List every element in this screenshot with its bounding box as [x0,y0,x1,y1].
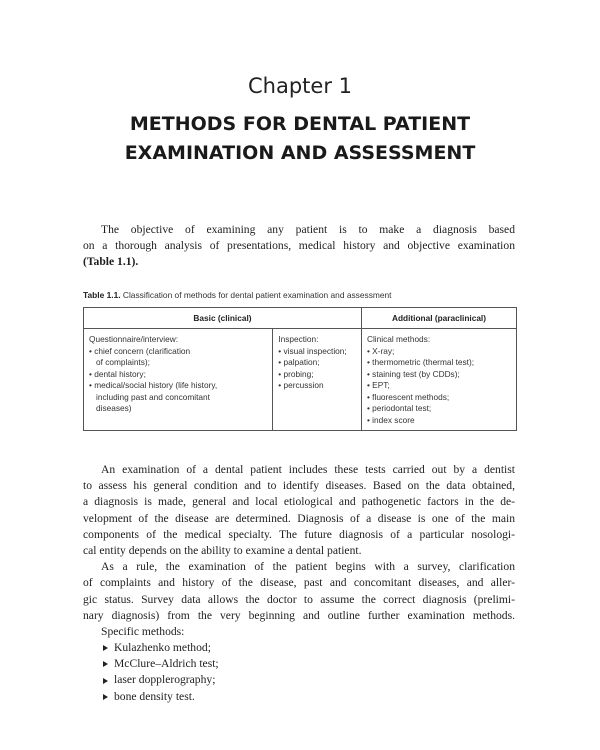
chapter-heading: Chapter 1 [248,74,352,98]
list-item-text: McClure–Aldrich test; [114,657,219,671]
table-caption [83,290,523,300]
header-basic: Basic (clinical) [84,308,362,329]
body-line: of complaints and history of the disease, past and concomitant diseases, and aller- [83,576,515,590]
cell-line: diseases) [96,403,132,413]
cell-line: • chief concern (clarification [89,346,268,358]
list-item [101,672,219,688]
table-caption-label: Table 1.1. [83,290,121,300]
body-line: As a rule, the examination of the patient begins with a survey, clarification [101,560,515,574]
cell-line: • EPT; [367,380,512,392]
specific-methods-list [101,640,219,705]
triangle-bullet-icon [103,661,108,667]
cell-line: Inspection: [278,334,319,344]
body-line: gic status. Survey data allows the doctor to assume the correct diagnosis (prelimi- [83,592,515,606]
body-line: Specific methods: [101,625,185,639]
table-header-row [84,308,517,329]
cell-line: • index score [367,415,512,427]
cell-line: Questionnaire/interview: [89,334,179,344]
list-item-text: laser dopplerography; [114,673,216,687]
body-line: nary diagnosis) from the very beginning and outline further examination methods. [83,608,515,622]
body-line: components of the medical specialty. The future diagnosis of a particular nosologi- [83,527,515,541]
cell-line: • percussion [278,380,357,392]
intro-paragraph [83,222,515,271]
cell-line: • fluorescent methods; [367,392,512,404]
cell-line: • thermometric (thermal test); [367,357,512,369]
body-line: cal entity depends on the ability to examine a dental patient. [83,544,362,558]
title-line-1: METHODS FOR DENTAL PATIENT [129,113,471,135]
header-additional: Additional (paraclinical) [361,308,516,329]
cell-questionnaire [84,329,273,431]
cell-line: • periodontal test; [367,403,512,415]
cell-clinical-methods [361,329,516,431]
triangle-bullet-icon [103,645,108,651]
triangle-bullet-icon [103,678,108,684]
intro-line: on a thorough analysis of presentations, medical history and objective examination [83,239,515,253]
cell-inspection [273,329,362,431]
intro-line-table-ref: (Table 1.1). [83,255,139,269]
triangle-bullet-icon [103,694,108,700]
body-text [83,462,515,640]
intro-line: The objective of examining any patient is to make a diagnosis based [101,223,515,236]
cell-line: • X-ray; [367,346,512,358]
body-line: velopment of the disease are determined. Diagnosis of a disease is one of the main [83,511,515,525]
chapter-title [0,110,600,168]
cell-line: • dental history; [89,369,268,381]
cell-line: including past and concomitant [96,391,210,402]
list-item [101,689,219,705]
list-item-text: bone density test. [114,689,195,703]
cell-line: Clinical methods: [366,334,431,344]
cell-line: of complaints); [96,357,150,367]
cell-line: • staining test (by CDDs); [367,369,512,381]
table-row [84,329,517,431]
cell-line: • palpation; [278,357,357,369]
list-item-text: Kulazhenko method; [114,641,211,654]
list-item [101,640,219,656]
body-line: An examination of a dental patient includes these tests carried out by a dentist [101,463,515,476]
list-item [101,656,219,672]
body-line: to assess his general condition and to identify diseases. Based on the data obtained, [83,479,515,493]
cell-line: • medical/social history (life history, [89,380,268,392]
table-caption-text: Classification of methods for dental patient examination and assessment [120,290,392,300]
classification-table [83,307,517,431]
cell-line: • probing; [278,369,357,381]
title-line-2: EXAMINATION AND ASSESSMENT [124,142,476,164]
body-line: a diagnosis is made, general and local etiological and pathogenetic factors in the de- [83,495,515,509]
cell-line: • visual inspection; [278,346,357,358]
